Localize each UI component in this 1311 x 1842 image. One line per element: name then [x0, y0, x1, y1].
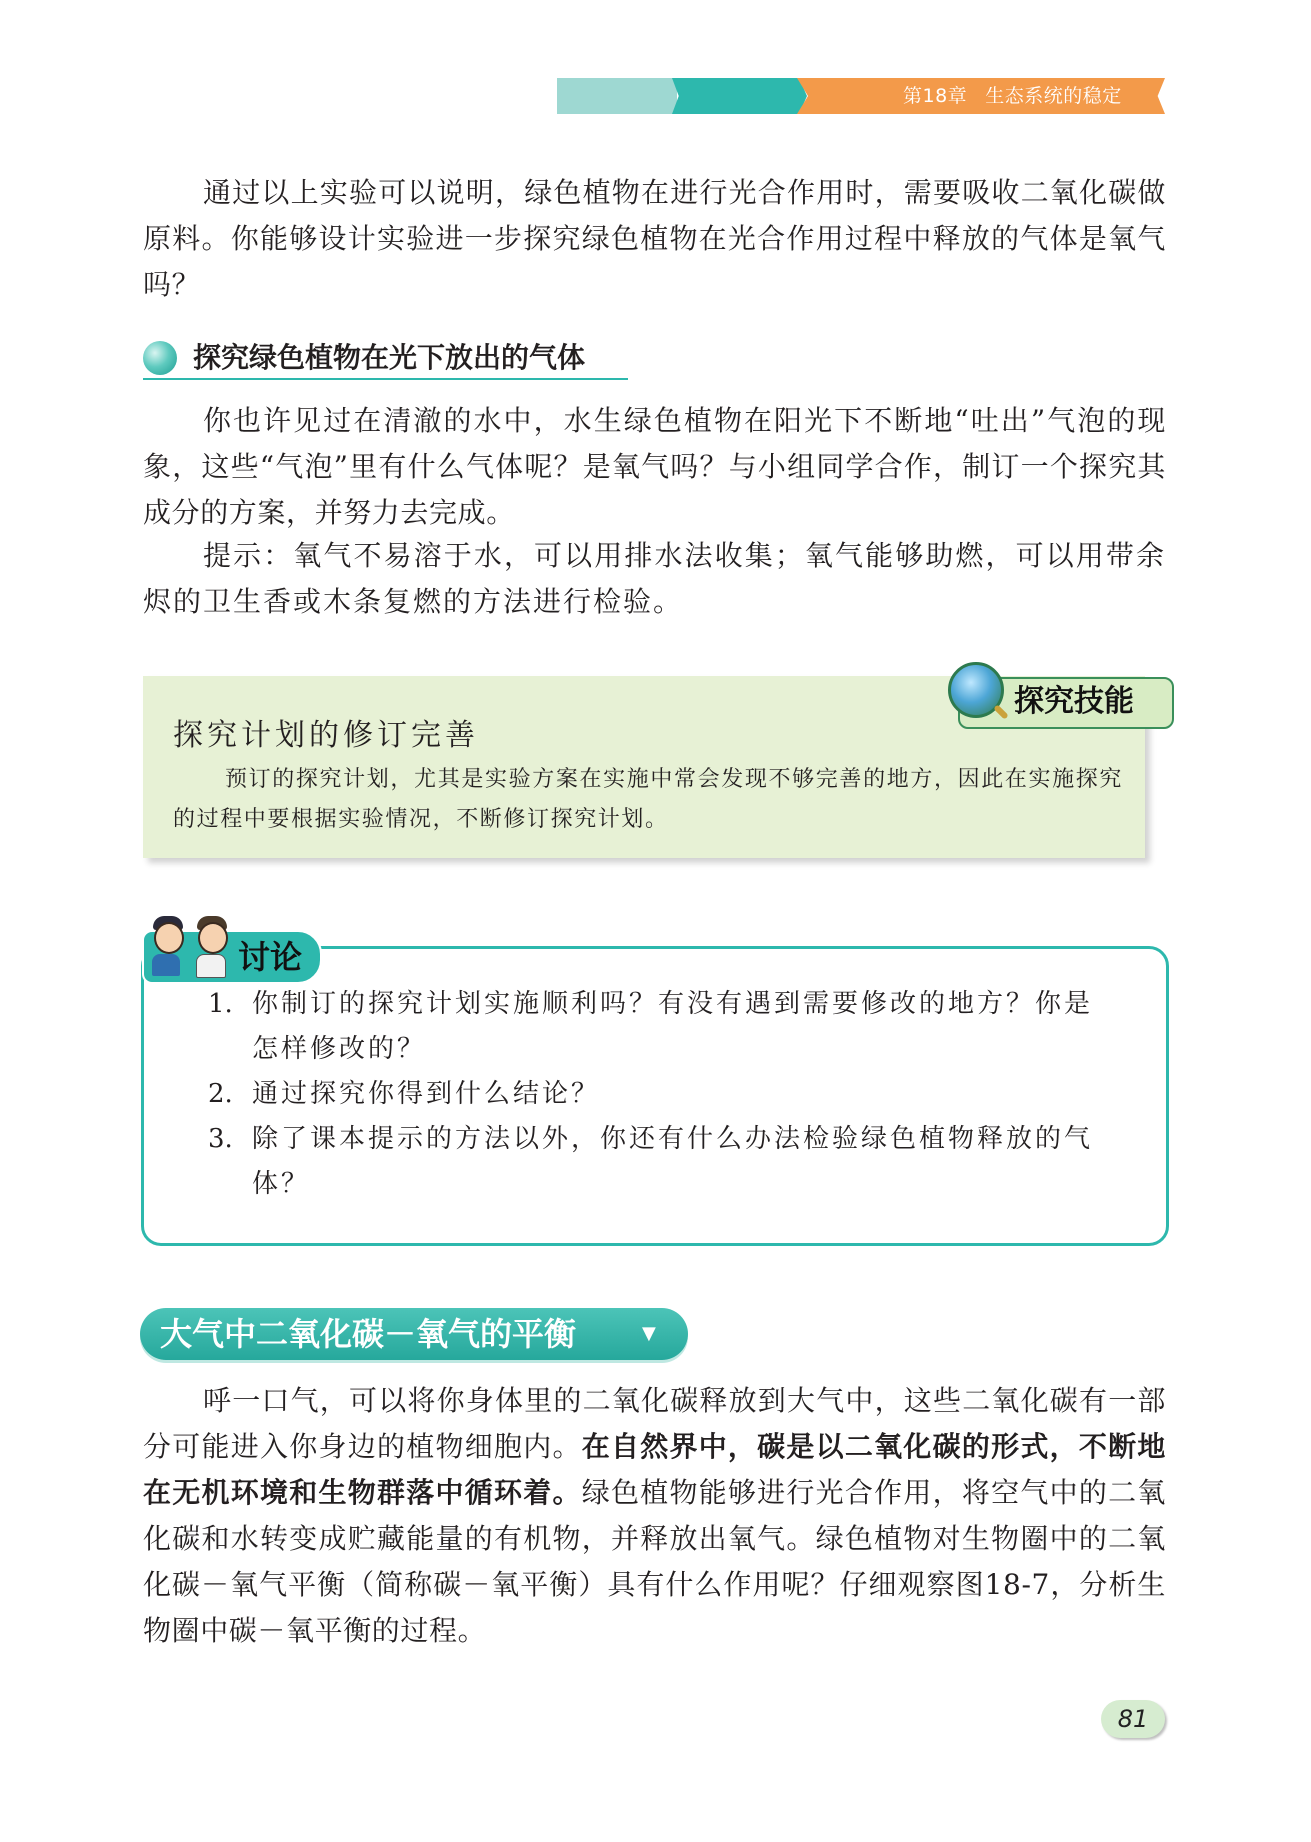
emphasis-text: 在自然界中，碳是以二氧化碳的形式，不断地在无机环境和生物群落中循环着。 — [143, 1430, 1166, 1509]
discussion-item: 3. 除了课本提示的方法以外，你还有什么办法检验绿色植物释放的气体？ — [208, 1124, 1094, 1199]
bullet-circle-icon — [143, 341, 177, 375]
section1-hint: 提示：氧气不易溶于水，可以用排水法收集；氧气能够助燃，可以用带余烬的卫生香或木条复燃的方法进行检验。 — [143, 539, 1166, 618]
discussion-label: 讨论 — [238, 938, 303, 976]
discussion-list — [208, 982, 1108, 1207]
skill-badge-label: 探究技能 — [1014, 684, 1134, 719]
discussion-item: 2. 通过探究你得到什么结论？ — [208, 1079, 601, 1109]
section-title-1: 探究绿色植物在光下放出的气体 — [193, 341, 586, 374]
section-heading-2 — [140, 1308, 688, 1360]
section-heading-1 — [143, 338, 628, 380]
discussion-item: 1. 你制订的探究计划实施顺利吗？有没有遇到需要修改的地方？你是怎样修改的？ — [208, 989, 1094, 1064]
chapter-header — [903, 78, 1140, 114]
header-band-teal — [672, 78, 807, 114]
page-number: 81 — [1101, 1700, 1165, 1738]
header-band-light — [557, 78, 677, 114]
skill-box-body: 预订的探究计划，尤其是实验方案在实施中常会发现不够完善的地方，因此在实施探究的过程中要根据实验情况，不断修订探究计划。 — [173, 767, 1123, 832]
section2-paragraph: 呼一口气，可以将你身体里的二氧化碳释放到大气中，这些二氧化碳有一部分可能进入你身边的植物细胞内。在自然界中，碳是以二氧化碳的形式，不断地在无机环境和生物群落中循环着。绿色植物能够进行光合作用，将空气中的二氧化碳和水转变成贮藏能量的有机物，并释放出氧气。绿色植物对生物圈中的二氧化碳－氧气平衡（简称碳－氧平衡）具有什么作用呢？仔细观察图18-7，分析生物圈中碳－氧平衡的过程。 — [143, 1384, 1166, 1647]
magnifier-globe-icon — [948, 662, 1004, 718]
section1-paragraph: 你也许见过在清澈的水中，水生绿色植物在阳光下不断地“吐出”气泡的现象，这些“气泡”里有什么气体呢？是氧气吗？与小组同学合作，制订一个探究其成分的方案，并努力去完成。 — [143, 404, 1166, 529]
intro-paragraph: 通过以上实验可以说明，绿色植物在进行光合作用时，需要吸收二氧化碳做原料。你能够设计实验进一步探究绿色植物在光合作用过程中释放的气体是氧气吗？ — [143, 176, 1166, 301]
chapter-number: 第18章 — [903, 85, 968, 107]
section-title-2: 大气中二氧化碳－氧气的平衡 — [160, 1315, 577, 1353]
skill-box-title: 探究计划的修订完善 — [173, 718, 479, 753]
chapter-title: 生态系统的稳定 — [985, 85, 1122, 107]
triangle-down-icon: ▼ — [642, 1323, 656, 1344]
